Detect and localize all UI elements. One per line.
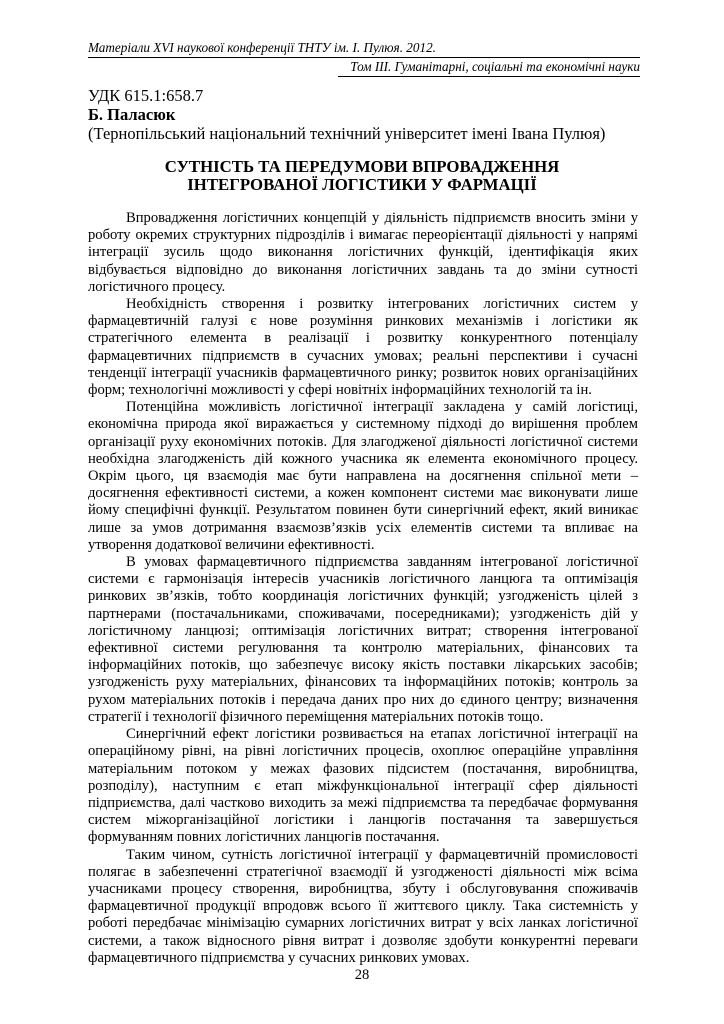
udk-code: УДК 615.1:658.7 [88,86,204,105]
article-title-line-1: СУТНІСТЬ ТА ПЕРЕДУМОВИ ВПРОВАДЖЕННЯ [164,157,560,176]
paragraph: Потенційна можливість логістичної інтеграції закладена у самій логістиці, економічна природа якої виражається у системному підході до вирішення проблем організації руху економічних потоків. Для злагодженої діяльності логістичної системи необхідна злагодженість дій кожного учасника як елемента економічного процесу. Окрім цього, ця взаємодія має бути направлена на досягнення спільної мети – досягнення ефективності системи, а кожен компонент системи має виконувати лише йому специфічні функції. Результатом повинен бути синергічний ефект, який виникає лише за умов дотримання взаємозв’язків усіх елементів системи та впливає на утворення додаткової величини ефективності. [88,399,638,553]
author-name: Б. Паласюк [88,105,176,124]
article-meta [88,86,648,143]
running-header [88,40,640,78]
paragraph: Синергічний ефект логістики розвивається на етапах логістичної інтеграції на операційному рівні, на рівні логістичних процесів, охоплює операційне управління матеріальним потоком у межах фазових підсистем (постачання, виробництва, розподілу), наступним є етап міжфункціональної інтеграції сфер діяльності підприємства, далі частково виходить за межі підприємства та передбачає формування систем міжорганізаційної логістики і ланцюгів постачання та завершується формуванням повних логістичних ланцюгів постачання. [88,726,638,846]
paragraph: В умовах фармацевтичного підприємства завданням інтегрованої логістичної системи є гармонізація інтересів учасників логістичного ланцюга та оптимізація ринкових зв’язків, тобто координація логістичних функцій; узгодженість цілей з партнерами (постачальниками, споживачами, посередниками); узгодженість дій у логістичному ланцюзі; оптимізація логістичних витрат; створення інтегрованої ефективної системи регулювання та контролю матеріальних, фінансових та інформаційних потоків, що забезпечує високу якість поставки лікарських засобів; узгодженість руху матеріальних, фінансових та інформаційних потоків; контроль за рухом матеріальних потоків і передача даних про них до єдиного центру; визначення стратегії і технології фізичного переміщення матеріальних потоків тощо. [88,554,638,725]
article-title-line-2: ІНТЕГРОВАНОЇ ЛОГІСТИКИ У ФАРМАЦІЇ [187,175,537,194]
author-affiliation: (Тернопільський національний технічний університет імені Івана Пулюя) [88,124,606,143]
paragraph: Необхідність створення і розвитку інтегрованих логістичних систем у фармацевтичній галузі є нове розуміння ринкових механізмів і логістики як стратегічного елемента в реалізації і розвитку конкурентного потенціалу фармацевтичних підприємств в сучасних умовах; реальні перспективи і сучасні тенденції інтеграції учасників фармацевтичного ринку; розвиток нових організаційних форм; технологічні можливості у сфері новітніх інформаційних технологій та ін. [88,296,638,399]
article-title [88,158,636,194]
running-header-line-2: Том ІІІ. Гуманітарні, соціальні та економічні науки [350,59,640,74]
page-number: 28 [354,967,370,983]
header-rule-1 [88,57,640,58]
paragraph: Таким чином, сутність логістичної інтеграції у фармацевтичній промисловості полягає в забезпеченні стратегічної взаємодії й узгодженості діяльності між всіма учасниками процесу створення, виробництва, збуту і обслуговування споживачів фармацевтичної продукції впродовж всього її життєвого циклу. Така системність у роботі передбачає мінімізацію сумарних логістичних витрат у всіх ланках логістичної системи, а також відносного рівня витрат і дозволяє здобути конкурентні переваги фармацевтичного підприємства у сучасних ринкових умовах. [88,846,638,966]
article-body [88,210,638,967]
paragraph: Впровадження логістичних концепцій у діяльність підприємств вносить зміни у роботу окремих структурних підрозділів і вимагає переорієнтації діяльності у напрямі інтеграції зусиль щодо виконання логістичних функцій, ідентифікація яких відбувається відповідно до виконання логістичних завдань та до зміни сутності логістичного процесу. [88,210,638,295]
running-header-line-1: Матеріали XVI наукової конференції ТНТУ ім. І. Пулюя. 2012. [88,40,436,55]
header-rule-2 [338,76,640,77]
